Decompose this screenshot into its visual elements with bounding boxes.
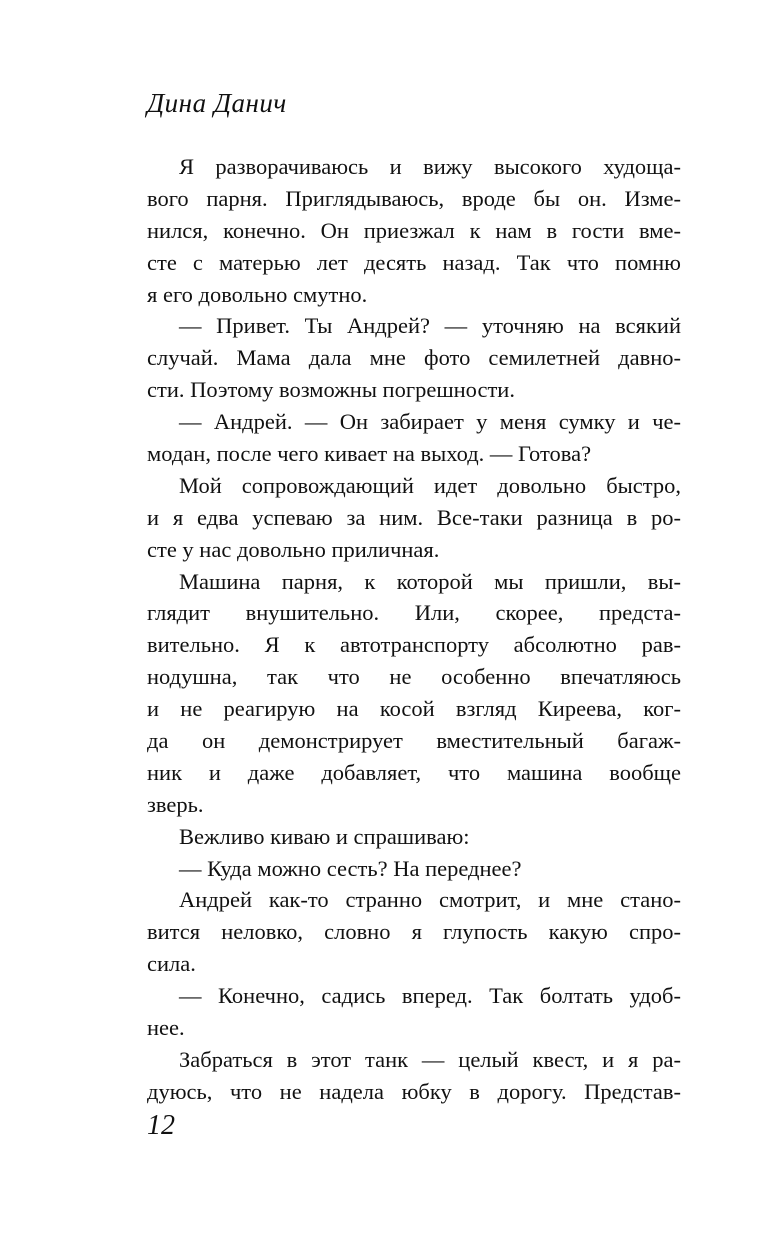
text-line: дуюсь, что не надела юбку в дорогу. Представ- — [147, 1078, 681, 1104]
text-line: — Привет. Ты Андрей? — уточняю на всякий — [179, 313, 681, 339]
text-line: нился, конечно. Он приезжал к нам в гости вме- — [147, 217, 681, 243]
text-line: Андрей как-то странно смотрит, и мне стано- — [179, 887, 681, 913]
text-line: случай. Мама дала мне фото семилетней давно- — [147, 345, 681, 371]
text-line: глядит внушительно. Или, скорее, предста- — [147, 600, 681, 626]
text-line: сила. — [147, 951, 196, 977]
text-line: да он демонстрирует вместительный багаж- — [147, 728, 681, 754]
text-line: и не реагирую на косой взгляд Киреева, ког- — [147, 696, 681, 722]
text-line: зверь. — [147, 791, 204, 817]
text-line: Забраться в этот танк — целый квест, и я ра- — [179, 1046, 681, 1072]
text-line: Машина парня, к которой мы пришли, вы- — [179, 568, 681, 594]
text-line: сте у нас довольно приличная. — [147, 536, 440, 562]
text-line: модан, после чего кивает на выход. — Готова? — [147, 441, 592, 467]
text-line: и я едва успеваю за ним. Все-таки разница в ро- — [147, 504, 681, 530]
text-line: Вежливо киваю и спрашиваю: — [179, 823, 470, 849]
text-line: нодушна, так что не особенно впечатляюсь — [147, 664, 681, 690]
text-line: вительно. Я к автотранспорту абсолютно рав- — [147, 632, 681, 658]
text-line: Мой сопровождающий идет довольно быстро, — [179, 472, 681, 498]
text-line: — Андрей. — Он забирает у меня сумку и че- — [179, 409, 681, 435]
text-line: Я разворачиваюсь и вижу высокого худоща- — [179, 154, 681, 179]
running-head-author: Дина Данич — [147, 88, 287, 118]
text-line: ник и даже добавляет, что машина вообще — [147, 759, 681, 785]
text-line: нее. — [147, 1015, 185, 1041]
page-number: 12 — [147, 1110, 175, 1141]
text-line: сте с матерью лет десять назад. Так что помню — [147, 249, 681, 275]
body-text — [147, 151, 681, 1108]
text-line: вится неловко, словно я глупость какую спро- — [147, 919, 681, 945]
text-line: вого парня. Приглядываюсь, вроде бы он. Изме- — [147, 185, 681, 211]
text-line: — Куда можно сесть? На переднее? — [179, 855, 522, 881]
text-line: — Конечно, садись вперед. Так болтать удоб- — [179, 983, 681, 1009]
text-line: я его довольно смутно. — [147, 281, 368, 307]
text-line: сти. Поэтому возможны погрешности. — [147, 377, 515, 403]
